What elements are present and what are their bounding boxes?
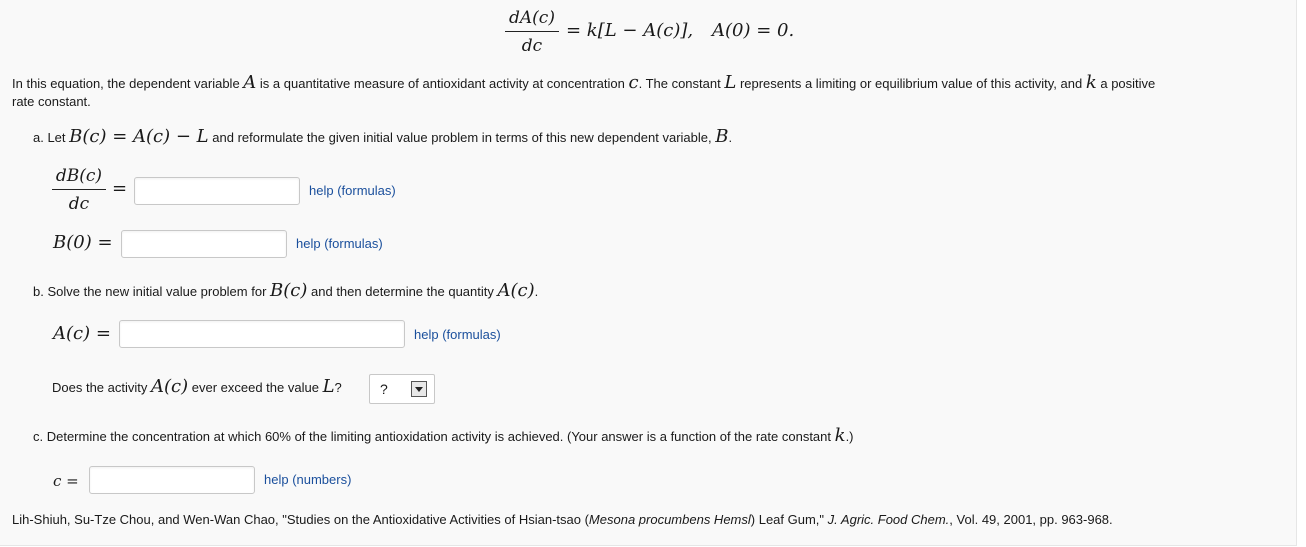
dB-fraction <box>52 166 106 214</box>
dB-denominator: dc <box>68 194 90 214</box>
exceed-question <box>52 376 342 397</box>
part-c-text: c. Determine the concentration at which 60% of the limiting antioxidation activity is achieved. (Your answer is a function of the rate constant <box>33 429 832 444</box>
part-a-prompt <box>33 126 732 147</box>
var-A: A <box>243 72 257 93</box>
exceed-dropdown-value: ? <box>380 381 388 397</box>
citation-species: Mesona procumbens Hemsl <box>588 512 751 527</box>
part-a-period: . <box>728 130 733 145</box>
var-B: B <box>715 126 729 147</box>
exceed-question-a: Does the activity <box>52 380 148 395</box>
exceed-question-mark: ? <box>334 380 342 395</box>
part-c-var-k: k <box>834 425 846 446</box>
Ac-answer-input[interactable] <box>119 320 405 348</box>
equation-fraction <box>505 8 559 56</box>
B0-label: B(0) = <box>53 232 113 253</box>
intro-text-4: represents a limiting or equilibrium value of this activity, and <box>739 76 1083 91</box>
citation-journal: J. Agric. Food Chem. <box>827 512 950 527</box>
var-c: c <box>628 72 639 93</box>
intro-text-1: In this equation, the dependent variable <box>12 76 240 91</box>
dB-answer-input[interactable] <box>134 177 300 205</box>
B0-help-link[interactable]: help (formulas) <box>296 236 383 251</box>
exceed-dropdown[interactable] <box>369 374 435 404</box>
chevron-down-icon[interactable] <box>411 381 427 397</box>
c-label: c = <box>53 472 79 490</box>
equation-rhs: = k[L − A(c)], <box>566 20 694 41</box>
intro-text-3: . The constant <box>638 76 721 91</box>
exceed-question-b: ever exceed the value <box>191 380 319 395</box>
part-c-prompt <box>33 425 854 446</box>
intro-line-1 <box>12 72 1155 93</box>
part-b-prefix: b. Solve the new initial value problem for <box>33 284 267 299</box>
part-a-text: and reformulate the given initial value problem in terms of this new dependent variable, <box>212 130 712 145</box>
dB-help-link[interactable]: help (formulas) <box>309 183 396 198</box>
part-b-math-A: A(c) <box>497 280 535 301</box>
part-a-math: B(c) = A(c) − L <box>69 126 209 147</box>
citation-tail: , Vol. 49, 2001, pp. 963-968. <box>949 512 1113 527</box>
var-k: k <box>1085 72 1097 93</box>
equation-numerator: dA(c) <box>509 8 555 28</box>
citation-authors: Lih-Shiuh, Su-Tze Chou, and Wen-Wan Chao, "Studies on the Antioxidative Activities of Hsian-tsao ( <box>12 512 589 527</box>
exceed-question-L: L <box>322 376 335 397</box>
Ac-label: A(c) = <box>53 323 111 344</box>
part-b-math-B: B(c) <box>270 280 308 301</box>
Ac-help-link[interactable]: help (formulas) <box>414 327 501 342</box>
part-b-mid: and then determine the quantity <box>311 284 494 299</box>
part-c-end: .) <box>845 429 854 444</box>
fraction-bar <box>505 31 559 32</box>
B0-answer-input[interactable] <box>121 230 287 258</box>
dB-numerator: dB(c) <box>55 166 103 186</box>
equation-initial-condition: A(0) = 0. <box>712 20 795 41</box>
citation <box>12 512 1113 527</box>
part-a-prefix: a. Let <box>33 130 66 145</box>
part-b-prompt <box>33 280 538 301</box>
intro-text-5: a positive <box>1100 76 1156 91</box>
intro-line-2: rate constant. <box>12 94 91 109</box>
c-help-link[interactable]: help (numbers) <box>264 472 352 487</box>
fraction-bar <box>52 189 106 190</box>
citation-mid: ) Leaf Gum," <box>750 512 825 527</box>
equation-denominator: dc <box>521 36 543 56</box>
dB-equals: = <box>112 178 128 199</box>
intro-text-2: is a quantitative measure of antioxidant activity at concentration <box>259 76 625 91</box>
c-answer-input[interactable] <box>89 466 255 494</box>
var-L: L <box>724 72 737 93</box>
exceed-question-math: A(c) <box>151 376 189 397</box>
part-b-period: . <box>534 284 539 299</box>
